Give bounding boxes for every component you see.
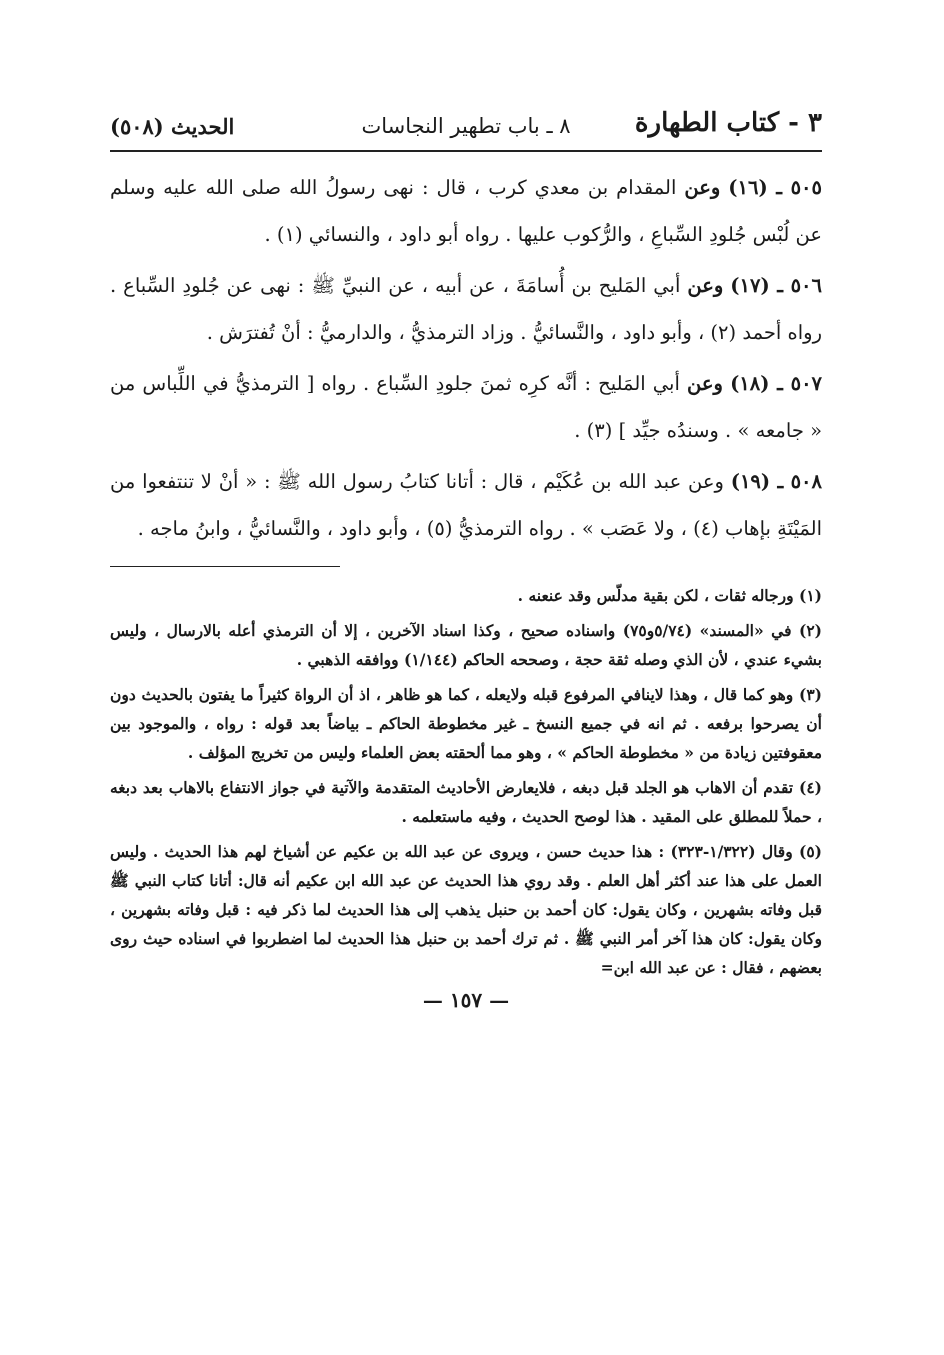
hadith-505 [110,164,822,258]
page-number: — ١٥٧ — [422,988,510,1012]
hadith-number: ٥٠٨ ـ (١٩) [730,470,822,493]
footnote-2: (٢) في «المسند» (٥/٧٤و٧٥) واسناده صحيح ، وكذا اسناد الآخرين ، إلا أن الترمذي أعله بالارسال ، وليس بشيء عندي ، لأن الذي وصله ثقة حجة ، وصححه الحاكم (١/١٤٤) ووافقه الذهبي . [110,621,822,669]
footnote-divider [110,566,340,567]
footnotes [110,581,822,982]
hadith-text: أبي المَليح بن أُسامَةَ ، عن أبيه ، عن النبيِّ ﷺ : نهى عن جُلودِ السِّباع . رواه أحمد (٢) ، وأبو داود ، والنَّسائيُّ . وزاد الترمذيُّ ، والدارميُّ : أنْ تُفترَش . [110,274,822,344]
footnote-1: (١) ورجاله ثقات ، لكن بقية مدلّس وقد عنعنه . [517,586,822,605]
hadith-508 [110,458,822,552]
hadith-text: المقدام بن معدي كرب ، قال : نهى رسولُ الله صلى الله عليه وسلم عن لُبْس جُلودِ السِّباعِ ، والرُّكوب عليها . رواه أبو داود ، والنسائي (١) . [110,176,822,246]
hadith-506 [110,262,822,356]
hadith-text: أبي المَليح : أنَّه كرِه ثمنَ جلودِ السِّباع . رواه [ الترمذيُّ في اللِّباس من « جامعه » . وسندُه جيِّد ] (٣) . [110,372,822,442]
footnote-5: (٥) وقال (١/٣٢٢-٣٢٣) : هذا حديث حسن ، ويروى عن عبد الله بن عكيم عن أشياخ لهم هذا الحديث . وليس العمل على هذا عند أكثر أهل العلم . وقد روي هذا الحديث عن عبد الله ابن عكيم أنه قال: أتانا كتاب النبي ﷺ قبل وفاته بشهرين ، وكان يقول: كان أحمد بن حنبل يذهب إلى هذا الحديث لما ذكر فيه : قبل وفاته بشهرين ، وكان يقول: كان هذا آخر أمر النبي ﷺ . ثم ترك أحمد بن حنبل هذا الحديث لما اضطربوا في اسناده حيث روى بعضهم ، فقال : عن عبد الله ابن= [110,842,822,977]
hadith-number: ٥٠٧ ـ (١٨) [730,372,823,395]
book-title: ٣ - كتاب الطهارة [634,108,822,138]
book-page [110,100,822,1012]
hadith-507 [110,360,822,454]
hadith-number: ٥٠٥ ـ (١٦) [728,176,822,199]
running-header [110,100,822,152]
hadith-lead: وعن [687,372,723,395]
hadith-number: ٥٠٦ ـ (١٧) [730,274,822,297]
footnote-4: (٤) تقدم أن الاهاب هو الجلد قبل دبغه ، فلايعارض الأحاديث المتقدمة والآتية في جواز الانتفاع بالاهاب بعد دبغه ، حملاً للمطلق على المقيد . هذا لوصح الحديث ، وفيه ماستعلمه . [110,778,822,826]
chapter-title: ٨ ـ باب تطهير النجاسات [361,114,571,138]
hadith-lead: وعن [684,176,721,199]
hadith-text: عبد الله بن عُكَيْم ، قال : أتانا كتابُ رسول الله ﷺ : « أنْ لا تنتفعوا من المَيْتَةِ بإهاب (٤) ، ولا عَصَب » . رواه الترمذيُّ (٥) ، وأبو داود ، والنَّسائيُّ ، وابنُ ماجه . [110,470,822,540]
footnote-3: (٣) وهو كما قال ، وهذا لاينافي المرفوع قبله ولايعله ، كما هو ظاهر ، اذ أن الرواة كثيراً ما يفتون بالحديث دون أن يصرحوا برفعه . ثم انه في جميع النسخ ـ غير مخطوطة الحاكم ـ بياضاً بعد قوله : رواه ، والموجود بين معقوفتين زيادة من « مخطوطة الحاكم » ، وهو مما ألحقته بعض العلماء وليس من تخريج المؤلف . [110,685,822,762]
hadith-reference: الحديث (٥٠٨) [110,114,235,139]
hadith-lead: وعن [687,274,724,297]
hadith-lead: وعن [688,470,724,493]
